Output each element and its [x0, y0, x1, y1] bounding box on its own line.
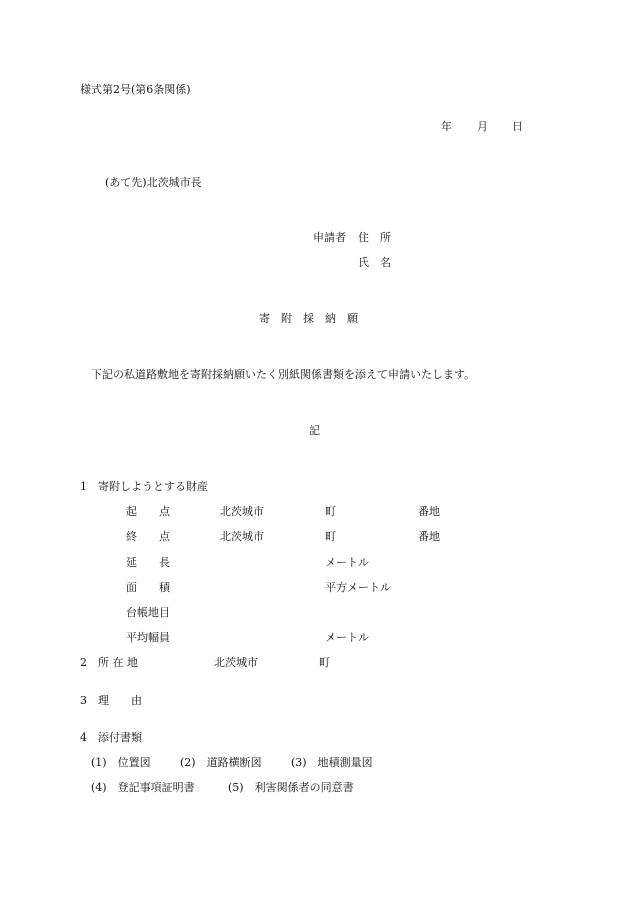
- row-label: 平均幅員: [126, 631, 170, 644]
- date-month: 月: [477, 120, 488, 133]
- row-label: 延 長: [126, 556, 170, 569]
- addressee: (あて先)北茨城市長: [105, 176, 202, 189]
- date-year: 年: [441, 120, 452, 133]
- document-title: 寄 附 採 納 願: [259, 312, 358, 325]
- applicant-address-label: 住 所: [358, 231, 391, 244]
- body-text: 下記の私道路敷地を寄附採納願いたく別紙関係書類を添えて申請いたします。: [91, 368, 476, 381]
- applicant-label: 申請者: [313, 231, 346, 244]
- attachment-item: (2) 道路横断図: [180, 756, 262, 769]
- row-city: 北茨城市: [220, 530, 264, 543]
- row-unit: メートル: [325, 631, 369, 644]
- attachment-item: (4) 登記事項証明書: [91, 781, 195, 794]
- row-unit-lot: 番地: [418, 530, 440, 543]
- row-label: 終 点: [126, 530, 170, 543]
- row-unit-town: 町: [325, 530, 336, 543]
- row-label: 起 点: [126, 505, 170, 518]
- section2-unit: 町: [319, 656, 330, 669]
- section2-city: 北茨城市: [214, 656, 258, 669]
- applicant-name-label: 氏 名: [358, 256, 391, 269]
- row-city: 北茨城市: [220, 505, 264, 518]
- attachment-item: (3) 地積測量図: [291, 756, 373, 769]
- row-label: 台帳地目: [126, 606, 170, 619]
- attachment-item: (1) 位置図: [91, 756, 151, 769]
- row-label: 面 積: [126, 581, 170, 594]
- section4-title: 4 添付書類: [80, 731, 142, 744]
- section3-title: 3 理 由: [80, 694, 142, 707]
- ki-heading: 記: [309, 424, 320, 437]
- form-number: 様式第2号(第6条関係): [80, 83, 191, 96]
- row-unit: 平方メートル: [325, 581, 391, 594]
- row-unit-town: 町: [325, 505, 336, 518]
- row-unit: メートル: [325, 556, 369, 569]
- date-day: 日: [512, 120, 523, 133]
- section1-title: 1 寄附しようとする財産: [80, 480, 208, 493]
- attachment-item: (5) 利害関係者の同意書: [228, 781, 354, 794]
- section2-title: 2 所 在 地: [80, 656, 138, 669]
- row-unit-lot: 番地: [418, 505, 440, 518]
